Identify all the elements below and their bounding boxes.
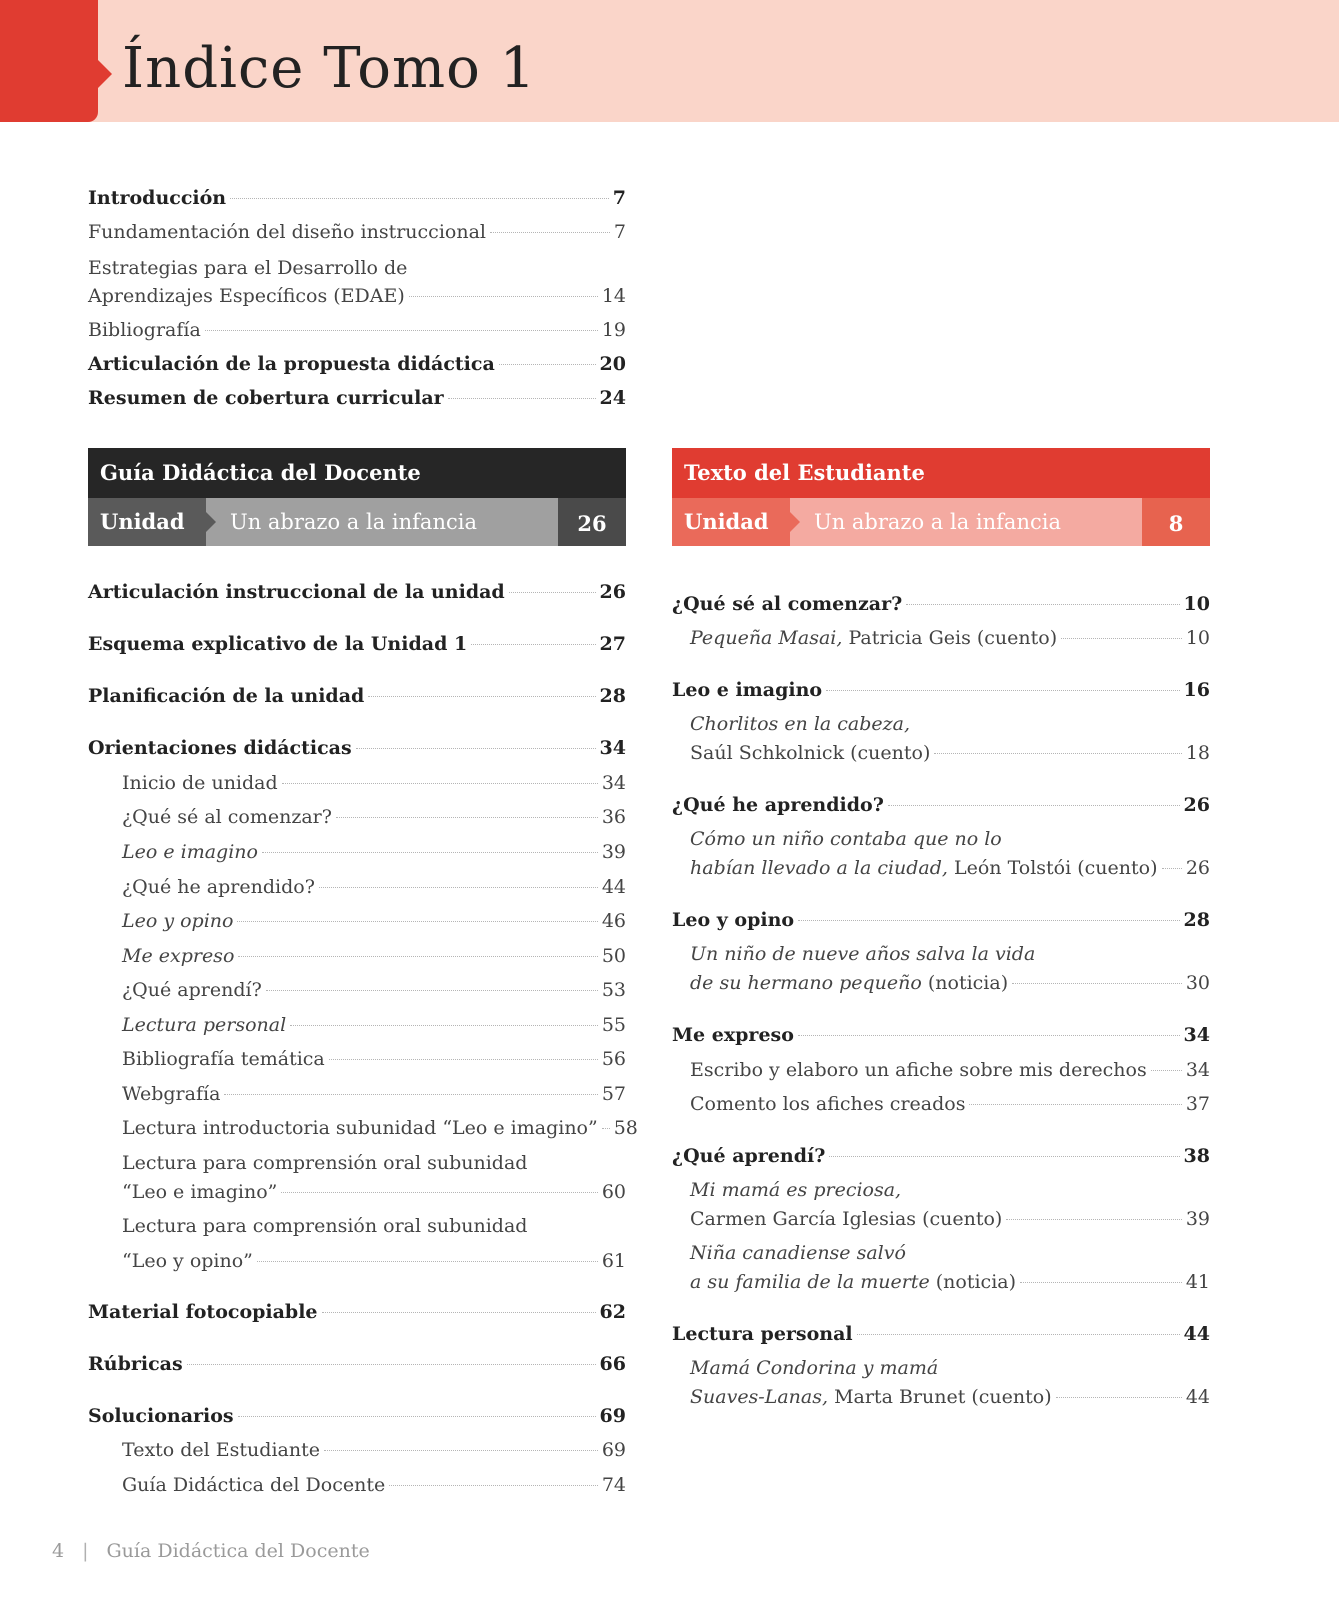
texto-unit-label: Unidad 1 — [684, 509, 769, 582]
header-arrow-icon — [98, 60, 112, 88]
guia-unit-page: 26 — [558, 498, 626, 546]
toc-entry[interactable]: Orientaciones didácticas 34 — [88, 737, 626, 759]
toc-subentry[interactable]: Lectura introductoria subunidad “Leo e imagino” 58 — [122, 1117, 638, 1139]
toc-subentry-line: Cómo un niño contaba que no lo — [690, 828, 1002, 850]
footer-separator: | — [82, 1540, 89, 1562]
toc-entry[interactable]: ¿Qué aprendí? 38 — [672, 1145, 1210, 1167]
toc-entry[interactable]: Lectura personal 44 — [672, 1323, 1210, 1345]
toc-subentry[interactable]: Pequeña Masai, Patricia Geis (cuento) 10 — [690, 627, 1210, 649]
guia-header-label: Guía Didáctica del Docente — [88, 448, 626, 498]
chevron-right-icon — [790, 512, 800, 532]
page-title: Índice Tomo 1 — [122, 36, 537, 101]
toc-entry-line: Estrategias para el Desarrollo de — [88, 257, 408, 279]
toc-entry[interactable]: Solucionarios 69 — [88, 1405, 626, 1427]
toc-entry[interactable]: Introducción 7 — [88, 187, 626, 209]
toc-subentry[interactable]: Leo e imagino 39 — [122, 841, 626, 863]
toc-subentry[interactable]: ¿Qué aprendí? 53 — [122, 979, 626, 1001]
chevron-right-icon — [206, 512, 216, 532]
toc-entry[interactable]: Bibliografía 19 — [88, 319, 626, 341]
guia-unit-bar[interactable] — [88, 498, 626, 582]
toc-subentry[interactable]: a su familia de la muerte (noticia) 41 — [690, 1271, 1210, 1293]
guia-section-header — [88, 448, 626, 582]
footer-text: Guía Didáctica del Docente — [106, 1540, 370, 1562]
toc-entry[interactable]: Leo y opino 28 — [672, 909, 1210, 931]
toc-subentry[interactable]: Texto del Estudiante 69 — [122, 1439, 626, 1461]
toc-entry[interactable]: Articulación de la propuesta didáctica 20 — [88, 353, 626, 375]
guia-unit-label: Unidad 1 — [100, 509, 185, 582]
toc-subentry[interactable]: Escribo y elaboro un afiche sobre mis derechos 34 — [690, 1059, 1210, 1081]
toc-subentry-line: Niña canadiense salvó — [690, 1242, 906, 1264]
toc-subentry[interactable]: ¿Qué he aprendido? 44 — [122, 876, 626, 898]
toc-entry[interactable]: Rúbricas 66 — [88, 1353, 626, 1375]
toc-entry[interactable]: Me expreso 34 — [672, 1024, 1210, 1046]
toc-subentry[interactable]: Bibliografía temática 56 — [122, 1048, 626, 1070]
toc-subentry[interactable]: Guía Didáctica del Docente 74 — [122, 1474, 626, 1496]
toc-subentry[interactable]: habían llevado a la ciudad, León Tolstói (cuento) 26 — [690, 857, 1210, 879]
toc-subentry[interactable]: Carmen García Iglesias (cuento) 39 — [690, 1208, 1210, 1230]
toc-subentry[interactable]: “Leo e imagino” 60 — [122, 1181, 626, 1203]
toc-entry[interactable]: Material fotocopiable 62 — [88, 1301, 626, 1323]
page-footer — [52, 1537, 370, 1565]
toc-entry[interactable]: Leo e imagino 16 — [672, 679, 1210, 701]
texto-section-header — [672, 448, 1210, 582]
toc-subentry[interactable]: “Leo y opino” 61 — [122, 1250, 626, 1272]
toc-subentry[interactable]: Comento los afiches creados 37 — [690, 1093, 1210, 1115]
header-tab — [0, 0, 98, 122]
texto-unit-page: 8 — [1142, 498, 1210, 546]
toc-subentry[interactable]: Leo y opino 46 — [122, 910, 626, 932]
toc-subentry-line: Chorlitos en la cabeza, — [690, 713, 911, 735]
toc-subentry[interactable]: de su hermano pequeño (noticia) 30 — [690, 972, 1210, 994]
page-header — [0, 0, 1339, 122]
texto-unit-name: Un abrazo a la infancia — [790, 498, 1142, 546]
toc-entry[interactable]: Fundamentación del diseño instruccional 7 — [88, 221, 626, 243]
toc-subentry-line: Lectura para comprensión oral subunidad — [122, 1152, 528, 1174]
texto-header-label: Texto del Estudiante — [672, 448, 1210, 498]
toc-subentry[interactable]: Me expreso 50 — [122, 945, 626, 967]
toc-entry[interactable]: Planificación de la unidad 28 — [88, 685, 626, 707]
toc-subentry[interactable]: ¿Qué sé al comenzar? 36 — [122, 806, 626, 828]
toc-subentry-line: Lectura para comprensión oral subunidad — [122, 1215, 528, 1237]
toc-subentry[interactable]: Webgrafía 57 — [122, 1083, 626, 1105]
toc-entry[interactable]: Aprendizajes Específicos (EDAE) 14 — [88, 285, 626, 307]
toc-subentry[interactable]: Suaves-Lanas, Marta Brunet (cuento) 44 — [690, 1386, 1210, 1408]
footer-page-number: 4 — [52, 1540, 65, 1562]
toc-subentry-line: Mi mamá es preciosa, — [690, 1179, 902, 1201]
toc-subentry-line: Mamá Condorina y mamá — [690, 1357, 939, 1379]
toc-entry[interactable]: Esquema explicativo de la Unidad 1 27 — [88, 633, 626, 655]
toc-entry[interactable]: ¿Qué sé al comenzar? 10 — [672, 593, 1210, 615]
toc-subentry[interactable]: Lectura personal 55 — [122, 1014, 626, 1036]
toc-entry[interactable]: Resumen de cobertura curricular 24 — [88, 387, 626, 409]
toc-subentry[interactable]: Inicio de unidad 34 — [122, 772, 626, 794]
toc-subentry-line: Un niño de nueve años salva la vida — [690, 943, 1036, 965]
guia-unit-name: Un abrazo a la infancia — [206, 498, 558, 546]
toc-subentry[interactable]: Saúl Schkolnick (cuento) 18 — [690, 742, 1210, 764]
toc-entry[interactable]: Articulación instruccional de la unidad 26 — [88, 581, 626, 603]
toc-entry[interactable]: ¿Qué he aprendido? 26 — [672, 794, 1210, 816]
texto-unit-bar[interactable] — [672, 498, 1210, 582]
